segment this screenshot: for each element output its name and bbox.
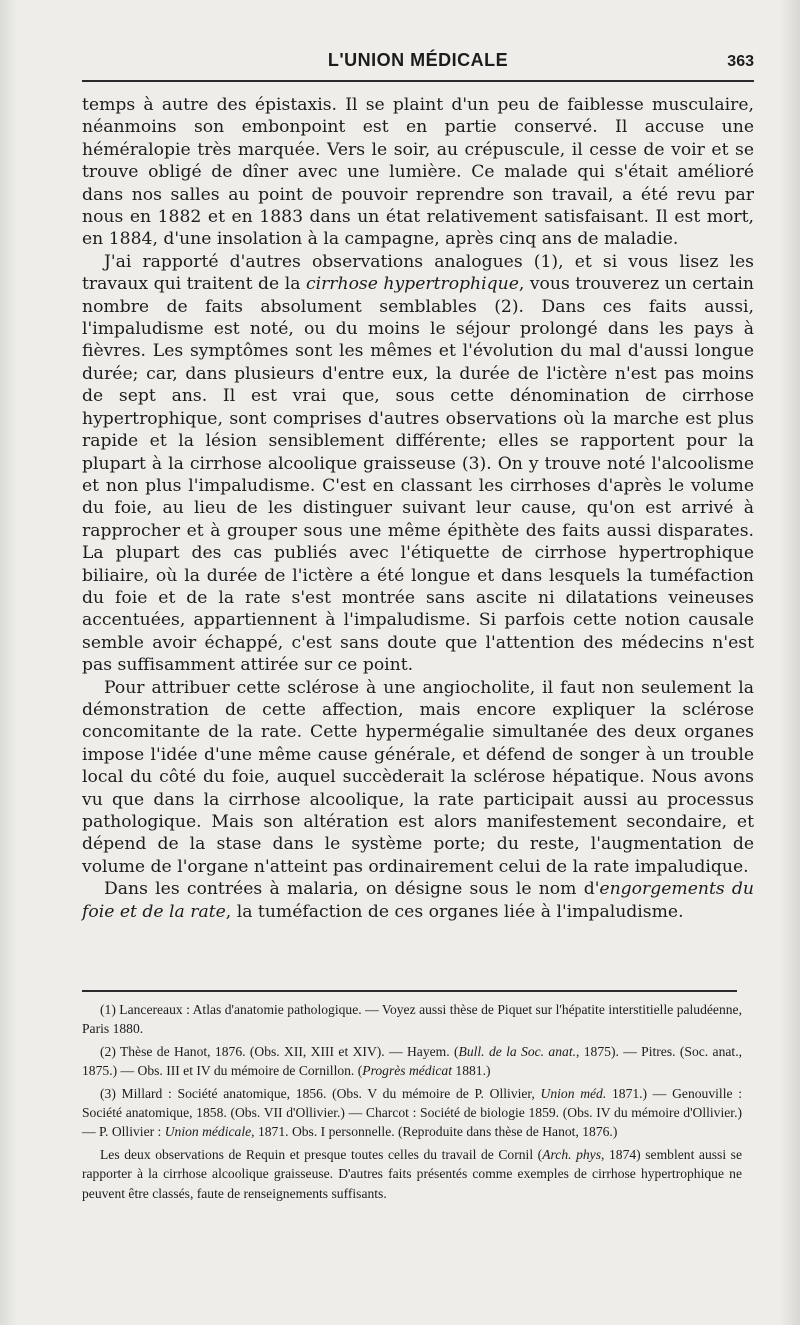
footnote-3-text-a: (3) Millard : Société anatomique, 1856. (Obs. V du mémoire de P. Ollivier, <box>100 1085 541 1101</box>
footnote-2-text-c: , 1875). — Pitres. (Soc. anat., 1875.) — Obs. III et IV du mémoire de Cornillon. ( <box>82 1043 742 1079</box>
main-text <box>82 94 754 923</box>
paragraph-1: temps à autre des épistaxis. Il se plaint d'un peu de faiblesse musculaire, néanmoins son embonpoint est en partie conservé. Il accuse une héméralopie très marquée. Vers le soir, au crépuscule, il cesse de voir et se trouve obligé de dîner avec une lumière. Ce malade qui s'était amélioré dans nos salles au point de pouvoir reprendre son travail, a été revu par nous en 1882 et en 1883 dans un état relativement satisfaisant. Il est mort, en 1884, d'une insolation à la campagne, après cinq ans de maladie. <box>82 95 754 250</box>
footnote-4-italic-b: Arch. phys <box>542 1146 602 1162</box>
page-header <box>82 50 754 76</box>
paragraph-4-italic: engorgements du foie et de la rate <box>82 879 754 922</box>
footnote-3-text-e: , 1871. Obs. I personnelle. (Reproduite dans thèse de Hanot, 1876.) <box>251 1124 618 1140</box>
paragraph-2 <box>82 251 754 677</box>
paragraph-4-text-a: Dans les contrées à malaria, on désigne sous le nom d' <box>104 879 600 900</box>
footnote-4 <box>82 1145 742 1203</box>
paragraph-2-italic: cirrhose hypertrophique <box>305 274 519 295</box>
running-title: L'UNION MÉDICALE <box>327 50 509 70</box>
header-rule <box>82 80 754 82</box>
footnote-2 <box>82 1042 742 1081</box>
footnote-2-italic-d: Progrès médicat <box>362 1063 452 1079</box>
footnote-2-italic-b: Bull. de la Soc. anat. <box>458 1043 576 1059</box>
paragraph-4 <box>82 878 754 923</box>
footnote-3 <box>82 1084 742 1142</box>
footnote-3-italic-d: Union médicale <box>164 1124 252 1140</box>
footnote-rule <box>82 990 737 992</box>
page-number: 363 <box>727 53 754 70</box>
paragraph-4-text-c: , la tuméfaction de ces organes liée à l'impaludisme. <box>225 901 684 922</box>
footnote-4-text-a: Les deux observations de Requin et presque toutes celles du travail de Cornil ( <box>100 1146 543 1162</box>
footnote-2-text-a: (2) Thèse de Hanot, 1876. (Obs. XII, XIII et XIV). — Hayem. ( <box>100 1043 459 1059</box>
footnote-3-italic-b: Union méd. <box>540 1085 607 1101</box>
paragraph-2-text-a: J'ai rapporté d'autres observations analogues (1), et si vous lisez les travaux qui traitent de la <box>82 251 754 295</box>
paragraph-2-text-c: , vous trouverez un certain nombre de faits absolument semblables (2). Dans ces faits aussi, l'impaludisme est noté, ou du moins le séjour prolongé dans les pays à fièvres. Les symptômes sont les mêmes et l'évolution du mal d'aussi longue durée; car, dans plusieurs d'entre eux, la durée de l'ictère n'est pas moins de sept ans. Il est vrai que, sous cette dénomination de cirrhose hypertrophique, sont comprises d'autres observations où la marche est plus rapide et la lésion sensiblement différente; elles se rapportent pour la plupart à la cirrhose alcoolique graisseuse (3). On y trouve noté l'alcoolisme et non plus l'impaludisme. C'est en classant les cirrhoses d'après le volume du foie, au lieu de les distinguer suivant leur cause, qu'on est arrivé à rapprocher et à grouper sous une même épithète des faits aussi disparates. La plupart des cas publiés avec l'étiquette de cirrhose hypertrophique biliaire, où la durée de l'ictère a été longue et dans lesquels la tuméfaction du foie et de la rate s'est montrée sans ascite ni dilatations veineuses accentuées, appartiennent à l'impaludisme. Si parfois cette notion causale semble avoir échappé, c'est sans doute que l'attention des médecins n'est pas suffisamment attirée sur ce point. <box>82 274 754 676</box>
paragraph-3: Pour attribuer cette sclérose à une angiocholite, il faut non seulement la démonstration de cette affection, mais encore expliquer la sclérose concomitante de la rate. Cette hypermégalie simultanée des deux organes impose l'idée d'une même cause générale, et défend de songer à un trouble local du côté du foie, auquel succèderait la sclérose hépatique. Nous avons vu que dans la cirrhose alcoolique, la rate participait aussi au processus pathologique. Mais son altération est alors manifestement secondaire, et dépend de la stase dans le système porte; du reste, l'augmentation de volume de l'organe n'atteint pas ordinairement celui de la rate impaludique. <box>82 677 754 877</box>
footnote-3-text-c: 1871.) — Genouville : Société anatomique, 1858. (Obs. VII d'Ollivier.) — Charcot : Société de biologie 1859. (Obs. IV du mémoire d'Ollivier.) — P. Ollivier : <box>82 1085 742 1140</box>
footnote-1: (1) Lancereaux : Atlas d'anatomie pathologique. — Voyez aussi thèse de Piquet sur l'hépatite interstitielle paludéenne, Paris 1880. <box>82 1002 742 1037</box>
footnote-2-text-e: 1881.) <box>452 1063 491 1079</box>
footnotes <box>82 1000 742 1206</box>
footnote-4-text-c: , 1874) semblent aussi se rapporter à la cirrhose alcoolique graisseuse. D'autres faits présentés comme exemples de cirrhose hypertrophique ne peuvent être classés, faute de renseignements suffisants. <box>82 1146 742 1201</box>
